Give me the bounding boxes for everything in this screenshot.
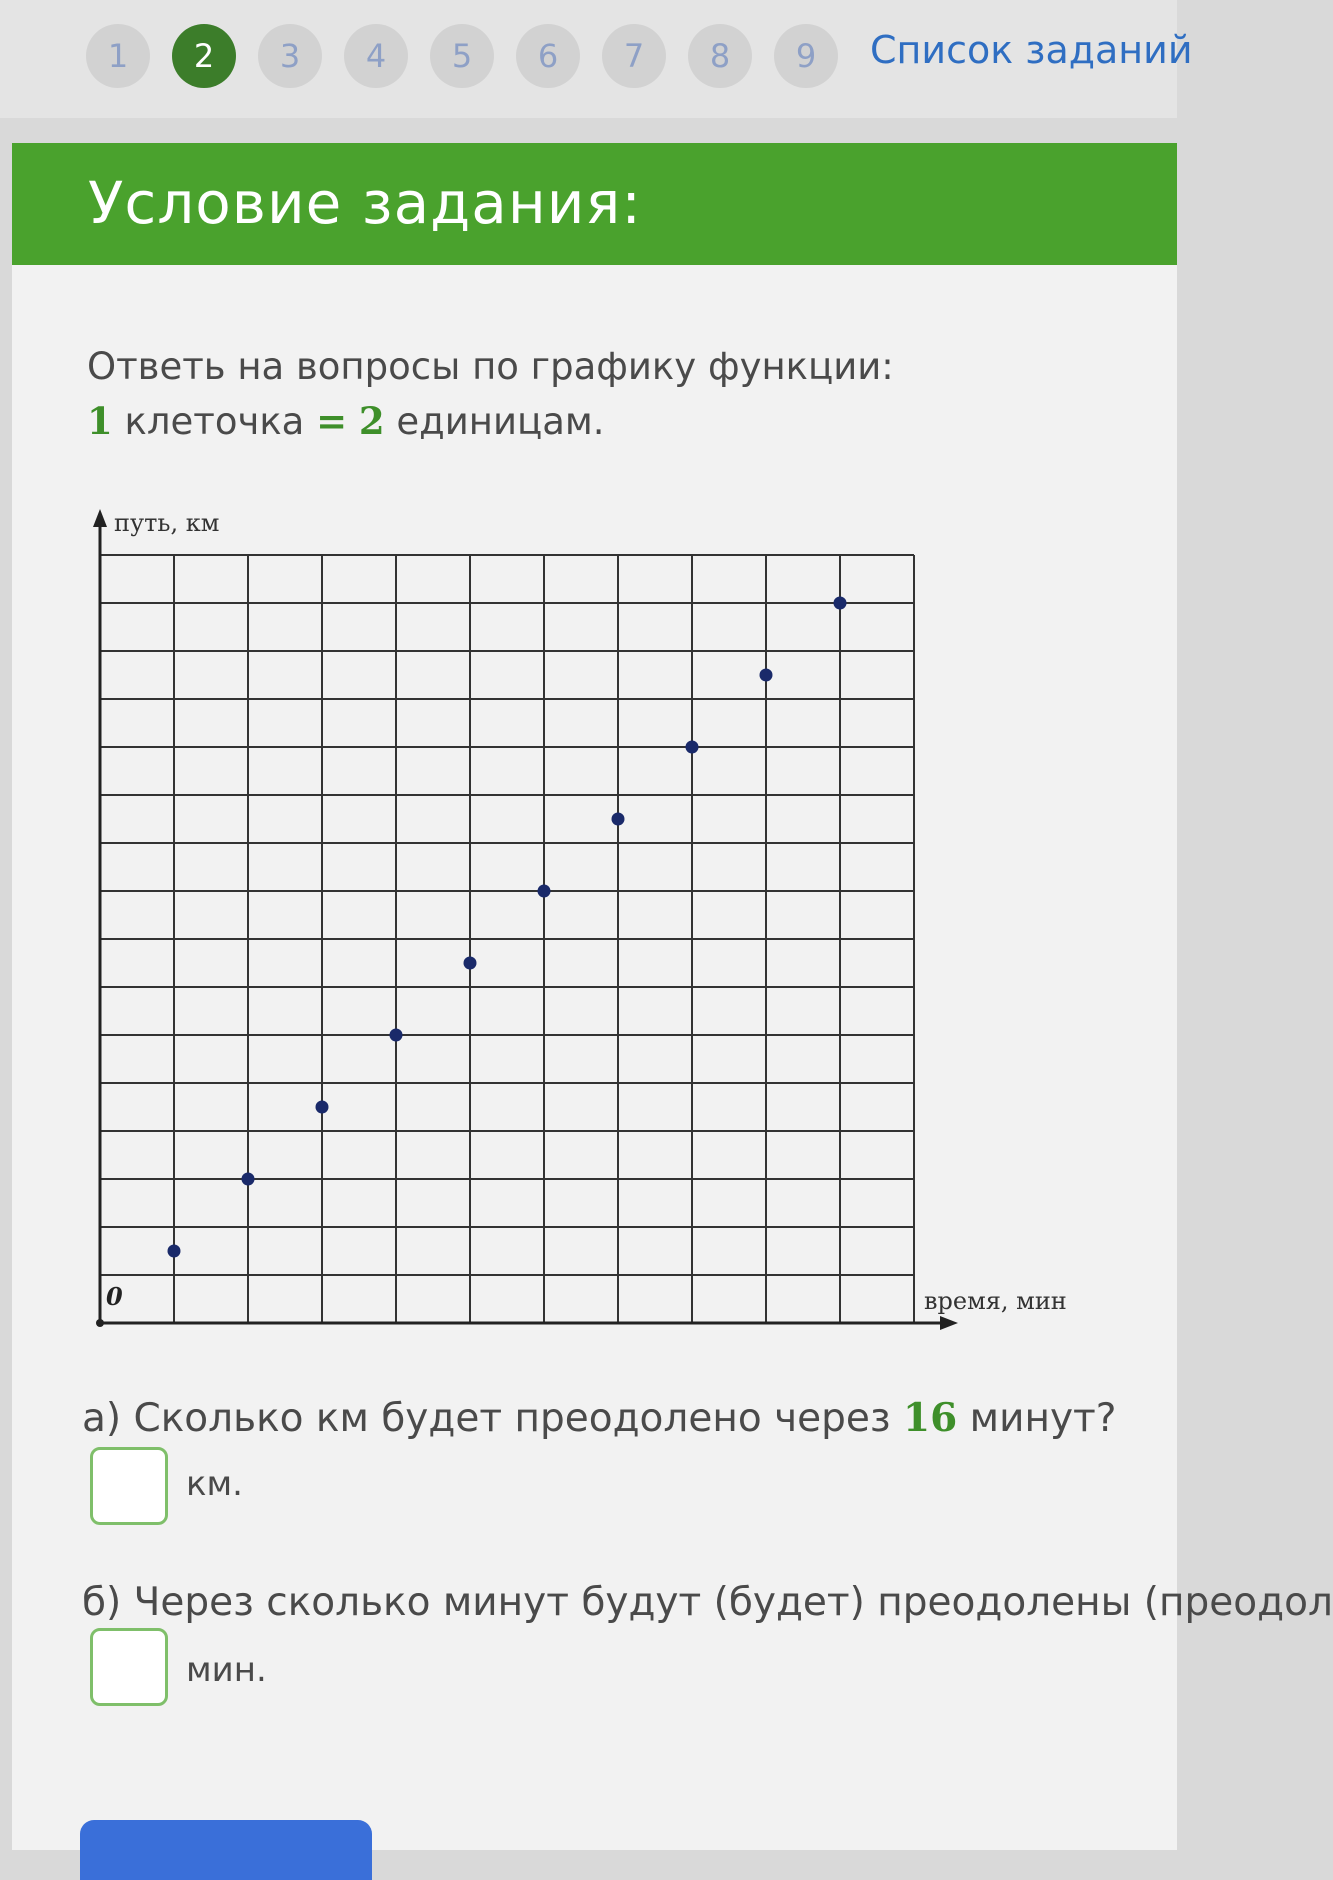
- data-point: [316, 1101, 329, 1114]
- data-point: [464, 957, 477, 970]
- answer-a-input[interactable]: [90, 1447, 168, 1525]
- units-word: единицам.: [384, 400, 605, 443]
- origin-point: [96, 1319, 104, 1327]
- answer-a-unit: км.: [186, 1464, 243, 1504]
- instruction-line-2: [87, 394, 894, 449]
- task-nav-item-5[interactable]: 5: [430, 24, 494, 88]
- question-a-prefix: а) Сколько км будет преодолено через: [82, 1396, 903, 1441]
- x-axis-label: время, мин: [924, 1287, 1067, 1315]
- data-point: [168, 1245, 181, 1258]
- task-navigation: [0, 0, 1193, 118]
- space: [347, 400, 359, 443]
- task-nav-item-9[interactable]: 9: [774, 24, 838, 88]
- question-b: б) Через сколько минут будут (будет) преодолены (преодол: [82, 1580, 1333, 1625]
- instruction-line-1: Ответь на вопросы по графику функции:: [87, 345, 894, 388]
- y-axis-label: путь, км: [114, 509, 220, 537]
- data-point: [242, 1173, 255, 1186]
- task-nav-item-8[interactable]: 8: [688, 24, 752, 88]
- task-nav-item-4[interactable]: 4: [344, 24, 408, 88]
- task-card-header: [12, 143, 1177, 265]
- data-point: [390, 1029, 403, 1042]
- x-axis-arrow: [940, 1316, 958, 1330]
- data-point: [612, 813, 625, 826]
- equals-sign: =: [316, 399, 348, 443]
- question-a-suffix: минут?: [957, 1396, 1117, 1441]
- unit-count: 2: [358, 399, 385, 443]
- task-nav-item-1[interactable]: 1: [86, 24, 150, 88]
- task-instruction: [87, 340, 894, 449]
- cell-count: 1: [87, 399, 113, 443]
- y-axis-arrow: [93, 509, 107, 527]
- task-nav-item-7[interactable]: 7: [602, 24, 666, 88]
- answer-b-input[interactable]: [90, 1628, 168, 1706]
- data-point: [834, 597, 847, 610]
- submit-button[interactable]: [80, 1820, 372, 1880]
- data-point: [686, 741, 699, 754]
- answer-b-unit: мин.: [186, 1650, 267, 1690]
- task-card-title: Условие задания:: [88, 169, 642, 237]
- data-point: [760, 669, 773, 682]
- data-point: [538, 885, 551, 898]
- task-nav-item-6[interactable]: 6: [516, 24, 580, 88]
- task-nav-item-2[interactable]: 2: [172, 24, 236, 88]
- task-list-link[interactable]: Список заданий: [870, 28, 1193, 72]
- task-nav-item-3[interactable]: 3: [258, 24, 322, 88]
- distance-time-chart: [80, 498, 1100, 1348]
- question-a: [82, 1395, 1116, 1441]
- origin-label: 0: [106, 1282, 123, 1311]
- cell-word: клеточка: [112, 400, 317, 443]
- question-a-number: 16: [903, 1395, 958, 1441]
